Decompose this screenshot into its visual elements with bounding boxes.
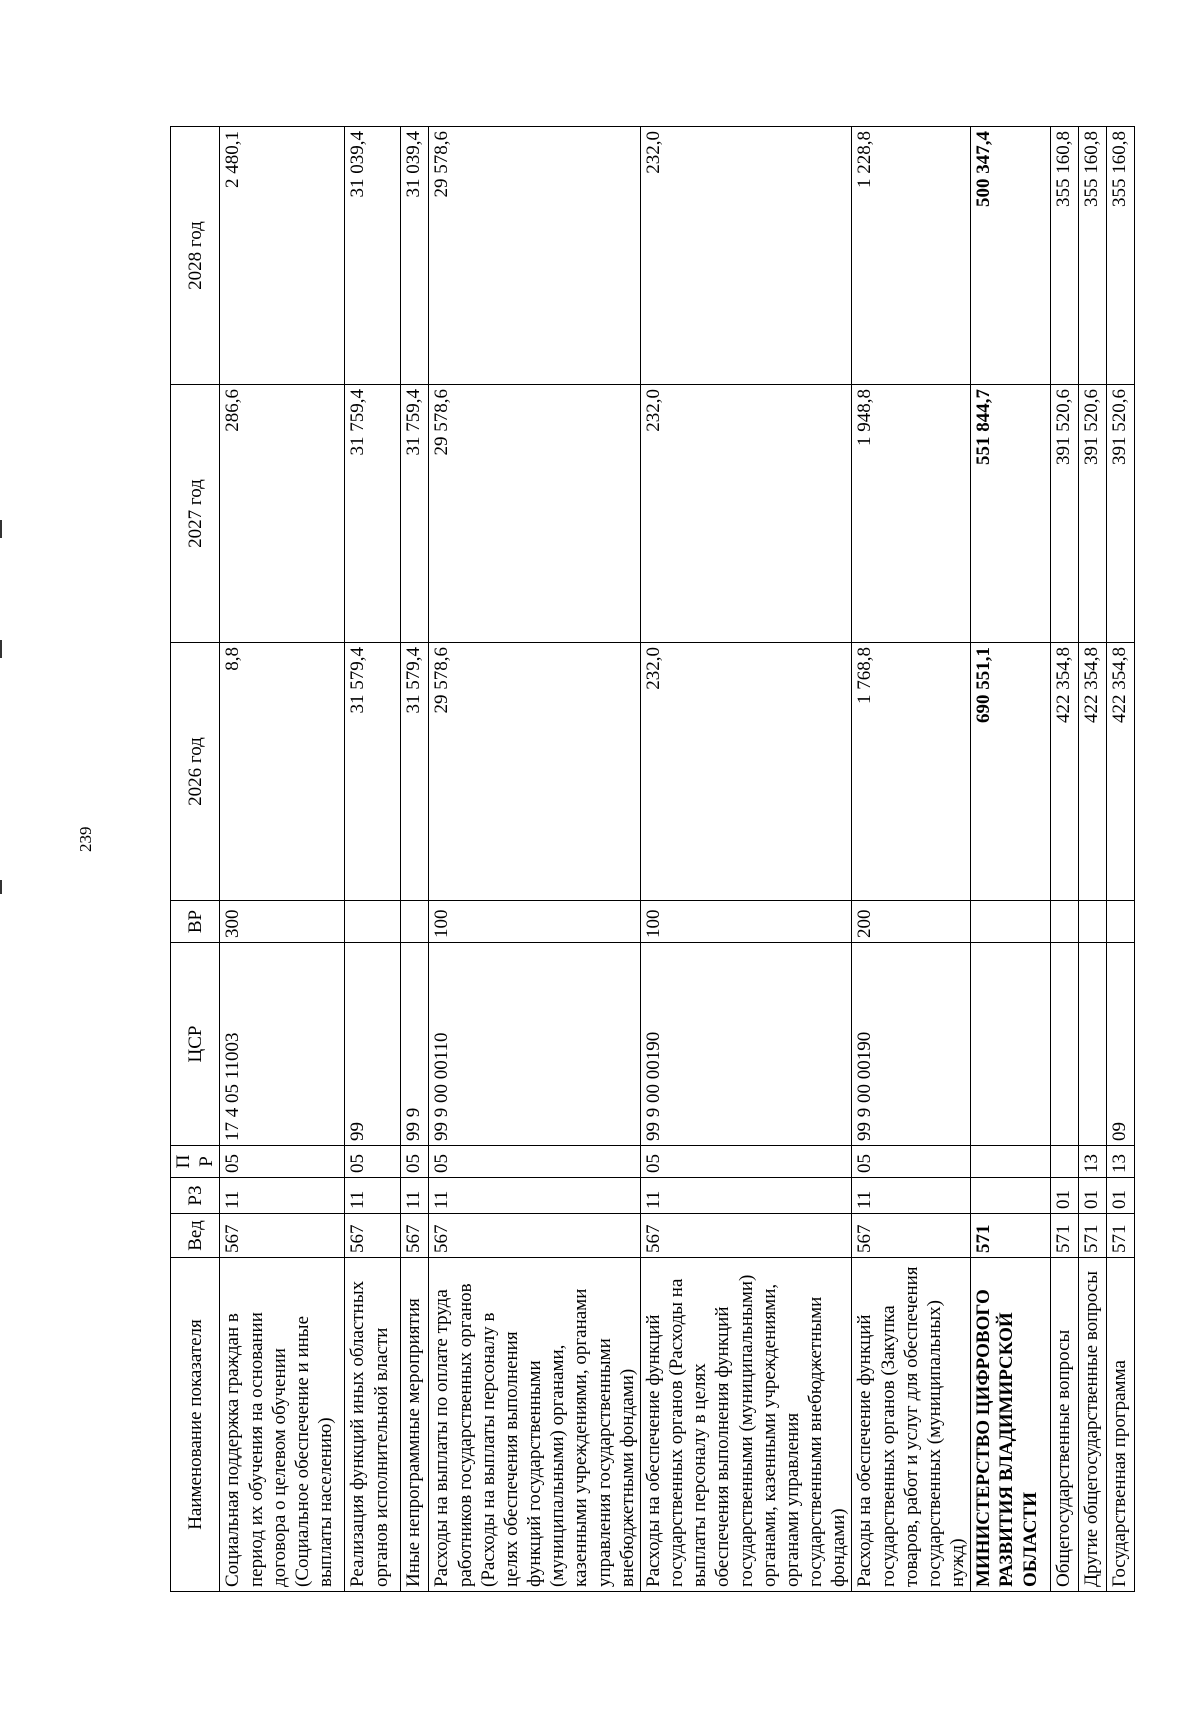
cell-pr: 05 bbox=[345, 1146, 401, 1178]
cell-ved: 567 bbox=[220, 1214, 345, 1258]
cell-y2026: 8,8 bbox=[220, 643, 345, 901]
cell-rz: 11 bbox=[220, 1178, 345, 1214]
cell-vr: 100 bbox=[640, 901, 852, 943]
cell-ved: 567 bbox=[345, 1214, 401, 1258]
cell-rz: 01 bbox=[1079, 1178, 1107, 1214]
cell-rz: 11 bbox=[401, 1178, 429, 1214]
header-pr: ПР bbox=[171, 1146, 220, 1178]
table-body bbox=[220, 127, 1135, 1592]
cell-csr: 99 9 00 00190 bbox=[852, 943, 971, 1146]
budget-table bbox=[170, 126, 1135, 1592]
cell-y2027: 1 948,8 bbox=[852, 385, 971, 643]
cell-y2028: 2 480,1 bbox=[220, 127, 345, 385]
cell-ved: 567 bbox=[401, 1214, 429, 1258]
cell-vr: 100 bbox=[429, 901, 641, 943]
cell-ved: 571 bbox=[1107, 1214, 1135, 1258]
cell-csr: 99 9 00 00190 bbox=[640, 943, 852, 1146]
cell-csr bbox=[971, 943, 1051, 1146]
scan-edge-mark bbox=[0, 880, 2, 894]
cell-pr: 05 bbox=[220, 1146, 345, 1178]
table-row bbox=[971, 127, 1051, 1592]
cell-pr: 05 bbox=[852, 1146, 971, 1178]
header-rz: РЗ bbox=[171, 1178, 220, 1214]
cell-y2027: 551 844,7 bbox=[971, 385, 1051, 643]
cell-ved: 567 bbox=[852, 1214, 971, 1258]
cell-rz: 11 bbox=[345, 1178, 401, 1214]
cell-y2026: 232,0 bbox=[640, 643, 852, 901]
cell-ved: 567 bbox=[640, 1214, 852, 1258]
cell-y2027: 391 520,6 bbox=[1079, 385, 1107, 643]
table-row bbox=[640, 127, 852, 1592]
cell-ved: 571 bbox=[971, 1214, 1051, 1258]
cell-rz: 11 bbox=[429, 1178, 641, 1214]
cell-y2027: 232,0 bbox=[640, 385, 852, 643]
cell-y2026: 422 354,8 bbox=[1107, 643, 1135, 901]
cell-rz: 11 bbox=[640, 1178, 852, 1214]
table-row bbox=[852, 127, 971, 1592]
cell-name: Общегосударственные вопросы bbox=[1051, 1258, 1079, 1592]
cell-csr: 99 9 bbox=[401, 943, 429, 1146]
table-row bbox=[1051, 127, 1079, 1592]
cell-csr: 99 9 00 00110 bbox=[429, 943, 641, 1146]
table-row bbox=[1079, 127, 1107, 1592]
cell-y2028: 355 160,8 bbox=[1079, 127, 1107, 385]
cell-csr: 99 bbox=[345, 943, 401, 1146]
cell-y2028: 31 039,4 bbox=[401, 127, 429, 385]
cell-pr: 13 bbox=[1079, 1146, 1107, 1178]
cell-y2028: 1 228,8 bbox=[852, 127, 971, 385]
cell-y2028: 232,0 bbox=[640, 127, 852, 385]
cell-pr bbox=[971, 1146, 1051, 1178]
header-vr: ВР bbox=[171, 901, 220, 943]
cell-y2027: 31 759,4 bbox=[345, 385, 401, 643]
cell-vr bbox=[971, 901, 1051, 943]
header-name: Наименование показателя bbox=[171, 1258, 220, 1592]
rotated-table-container bbox=[170, 127, 1135, 1592]
cell-y2028: 355 160,8 bbox=[1051, 127, 1079, 385]
cell-ved: 567 bbox=[429, 1214, 641, 1258]
cell-ved: 571 bbox=[1051, 1214, 1079, 1258]
cell-y2028: 500 347,4 bbox=[971, 127, 1051, 385]
cell-name: Иные непрограммные мероприятия bbox=[401, 1258, 429, 1592]
scan-edge-mark bbox=[0, 520, 2, 538]
cell-rz: 01 bbox=[1051, 1178, 1079, 1214]
cell-csr bbox=[1051, 943, 1079, 1146]
cell-vr bbox=[1051, 901, 1079, 943]
table-row bbox=[220, 127, 345, 1592]
header-2026: 2026 год bbox=[171, 643, 220, 901]
header-csr: ЦСР bbox=[171, 943, 220, 1146]
table-row bbox=[345, 127, 401, 1592]
cell-pr bbox=[1051, 1146, 1079, 1178]
cell-vr: 200 bbox=[852, 901, 971, 943]
cell-name: Социальная поддержка граждан в период их обучения на основании договора о целевом обучении (Социальное обеспечение и иные выплаты населению) bbox=[220, 1258, 345, 1592]
page-number: 239 bbox=[76, 826, 95, 852]
cell-rz: 11 bbox=[852, 1178, 971, 1214]
cell-rz: 01 bbox=[1107, 1178, 1135, 1214]
cell-name: Реализация функций иных областных органов исполнительной власти bbox=[345, 1258, 401, 1592]
cell-y2027: 391 520,6 bbox=[1051, 385, 1079, 643]
cell-name: МИНИСТЕРСТВО ЦИФРОВОГО РАЗВИТИЯ ВЛАДИМИРСКОЙ ОБЛАСТИ bbox=[971, 1258, 1051, 1592]
cell-pr: 05 bbox=[429, 1146, 641, 1178]
cell-y2027: 29 578,6 bbox=[429, 385, 641, 643]
header-ved: Вед bbox=[171, 1214, 220, 1258]
cell-y2026: 422 354,8 bbox=[1051, 643, 1079, 901]
cell-vr: 300 bbox=[220, 901, 345, 943]
cell-name: Расходы на выплаты по оплате труда работников государственных органов (Расходы на выплаты персоналу в целях обеспечения выполнения функций государственными (муниципальными) органами, казенными учреждениями, органами управления государственными внебюджетными фондами) bbox=[429, 1258, 641, 1592]
cell-y2026: 31 579,4 bbox=[401, 643, 429, 901]
cell-name: Расходы на обеспечение функций государственных органов (Расходы на выплаты персоналу в целях обеспечения выполнения функций государственными (муниципальными) органами, казенными учреждениями, органами управления государственными внебюджетными фондами) bbox=[640, 1258, 852, 1592]
cell-vr bbox=[345, 901, 401, 943]
cell-y2026: 31 579,4 bbox=[345, 643, 401, 901]
header-2027: 2027 год bbox=[171, 385, 220, 643]
table-header-row bbox=[171, 127, 220, 1592]
cell-vr bbox=[1107, 901, 1135, 943]
cell-pr: 13 bbox=[1107, 1146, 1135, 1178]
cell-y2028: 355 160,8 bbox=[1107, 127, 1135, 385]
header-2028: 2028 год bbox=[171, 127, 220, 385]
cell-y2026: 422 354,8 bbox=[1079, 643, 1107, 901]
cell-vr bbox=[1079, 901, 1107, 943]
table-row bbox=[1107, 127, 1135, 1592]
cell-y2028: 31 039,4 bbox=[345, 127, 401, 385]
cell-pr: 05 bbox=[401, 1146, 429, 1178]
scan-edge-mark bbox=[0, 640, 2, 658]
cell-csr: 09 bbox=[1107, 943, 1135, 1146]
cell-y2028: 29 578,6 bbox=[429, 127, 641, 385]
cell-y2026: 690 551,1 bbox=[971, 643, 1051, 901]
cell-csr bbox=[1079, 943, 1107, 1146]
cell-y2027: 391 520,6 bbox=[1107, 385, 1135, 643]
cell-csr: 17 4 05 11003 bbox=[220, 943, 345, 1146]
cell-name: Другие общегосударственные вопросы bbox=[1079, 1258, 1107, 1592]
cell-ved: 571 bbox=[1079, 1214, 1107, 1258]
cell-name: Государственная программа bbox=[1107, 1258, 1135, 1592]
cell-rz bbox=[971, 1178, 1051, 1214]
cell-y2027: 286,6 bbox=[220, 385, 345, 643]
table-row bbox=[429, 127, 641, 1592]
cell-pr: 05 bbox=[640, 1146, 852, 1178]
table-row bbox=[401, 127, 429, 1592]
cell-y2027: 31 759,4 bbox=[401, 385, 429, 643]
cell-y2026: 29 578,6 bbox=[429, 643, 641, 901]
cell-name: Расходы на обеспечение функций государственных органов (Закупка товаров, работ и услуг для обеспечения государственных (муниципальных) нужд) bbox=[852, 1258, 971, 1592]
cell-vr bbox=[401, 901, 429, 943]
cell-y2026: 1 768,8 bbox=[852, 643, 971, 901]
